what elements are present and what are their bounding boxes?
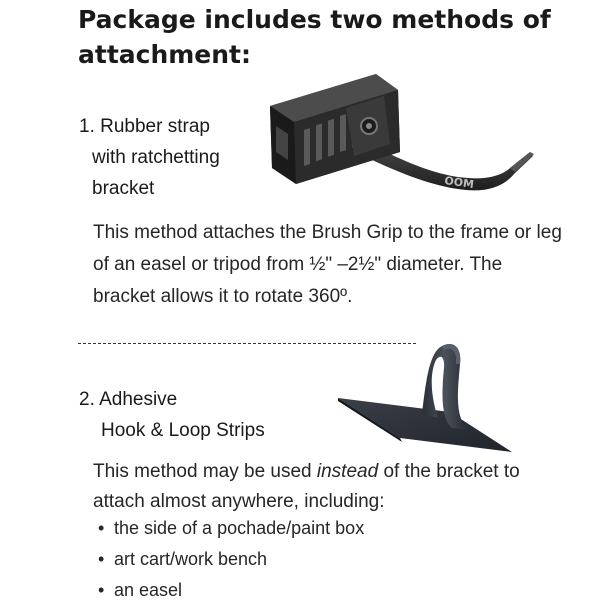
method2-heading-line2: Hook & Loop Strips (101, 420, 265, 441)
method1-description: This method attaches the Brush Grip to the frame or leg of an easel or tripod from ½" –2½" diameter. The bracket allows it to rotate 360º. (93, 222, 562, 307)
hook-loop-strip-image (330, 338, 520, 463)
uses-list (93, 513, 364, 606)
ratchet-bracket-image (258, 56, 548, 204)
method1-heading (79, 111, 279, 204)
method2-heading (79, 384, 339, 446)
list-item-text: art cart/work bench (114, 549, 268, 569)
method1-heading-line1: 1. Rubber strap (79, 116, 210, 137)
method2-description-before: This method may be used (93, 461, 317, 482)
list-item (93, 513, 364, 544)
list-item-text: an easel (114, 580, 183, 600)
bullet-icon: • (98, 518, 105, 538)
method2-description (93, 457, 563, 517)
method1-heading-line2: with ratchetting (92, 147, 220, 168)
method2-description-emphasis: instead (316, 461, 379, 482)
list-item (93, 544, 364, 575)
method2-description-after: of the bracket to attach almost anywhere, including: (93, 461, 520, 512)
list-item-text: the side of a pochade/paint box (114, 518, 365, 538)
method2-heading-line1: 2. Adhesive (79, 389, 178, 410)
list-item (93, 575, 364, 606)
bullet-icon: • (98, 580, 105, 600)
bullet-icon: • (98, 549, 105, 569)
method1-heading-line3: bracket (92, 178, 155, 199)
strap-lettering: OOM (443, 174, 475, 192)
page-title: Package includes two methods of attachment: (78, 5, 551, 69)
